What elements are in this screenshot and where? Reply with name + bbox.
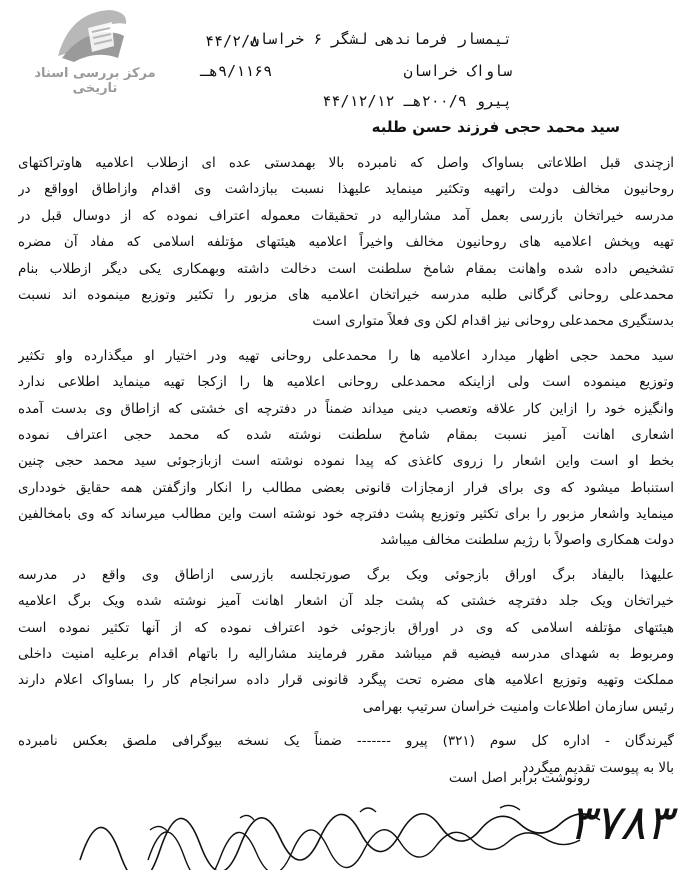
watermark [10,6,180,98]
body-line: مملکت وتهیه وتوزیع اعلامیه های مضره تحت پیگرد قانونی قرار داده سرانجام کار را بساواک اعلام دارند [18,672,674,689]
header-org-line1: تیمسار فرماندهی لشگر ۶ خراسان [250,30,512,48]
handwritten-note [60,800,610,870]
letter-body [18,150,674,781]
header-number: ۹/۱۱۶۹هـ [200,62,273,80]
document-number: ۳۷۸۳ [568,795,672,851]
body-line: بالا به پیوست تقدیم میگردد [522,759,674,776]
body-line: ومربوط به شهدای مدرسه فیضیه قم میباشد مقرر فرمایند مشارالیه را باتهام اقدام برعلیه امنیت داخلی [18,646,674,663]
body-line: محمدعلی روحانی گرگانی طلبه مدرسه خیراتخان اعلامیه های مزبور را تکثیر وتوزیع مینموده اند نسبت [18,286,674,303]
body-line: علیهذا بالیفاد برگ اوراق بازجوئی ویک برگ صورتجلسه بازرسی ازاطاق وی واقع در مدرسه [18,566,674,583]
body-line: سید محمد حجی اظهار میدارد اعلامیه ها را محمدعلی روحانی تهیه ودر اختیار او میگذارده واو تکثیر [18,347,674,364]
body-line: اشعاری اهانت آمیز نسبت بمقام شامخ سلطنت نوشته شده که محمد حجی اعتراف نموده [18,426,674,443]
body-line: وتوزیع مینموده است ولی ازاینکه محمدعلی روحانی اعلامیه ها را ازکجا تهیه مینماید اطلاعی ندارد [18,374,674,391]
watermark-org-name: مرکز بررسی اسناد تاریخی [34,66,156,96]
body-line: تشخیص داده شده واهانت بمقام شامخ سلطنت است دخالت داشته وبهمکاری یکی دیگر ازطلاب بنام [18,260,674,277]
archive-book-icon [52,6,132,68]
header-date: ۴۴/۲/۸ [205,32,260,50]
body-line: مینماید واشعار مزبور را برای تکثیر وتوزیع پشت دفترچه خود نوشته است واین مطالب میرساند که وی بامخالفین [18,506,674,523]
body-line: ازچندی قبل اطلاعاتی بساواک واصل که نامبرده بالا بهمدستی عده ای ازطلاب اعلامیه هاوتراکتهای [18,155,674,171]
body-line: بخط او است واین اشعار را زروی کاغذی که پیدا نموده نوشته است ازبازجوئی سید محمد حجی چنین [18,453,674,470]
signatory-line: رئیس سازمان اطلاعات وامنیت خراسان سرتیپ بهرامی [362,698,674,715]
body-line: وانگیزه خود را ازاین کار علاقه وتعصب دینی میداند ضمناً در دفترچه ای خشتی که ازاطاق وی بدست آمده [18,400,674,417]
body-line: خیراتخان ویک جلد دفترچه خشتی که پشت جلد آن اشعار اهانت آمیز نوشته شده ویک برگ اعلامیه [18,593,674,610]
header-org-line2: ساواک خراسان [403,62,512,80]
subject-line: سید محمد حجی فرزند حسن طلبه [371,118,620,136]
recipients-line: گیرندگان - اداره کل سوم (۳۲۱) پیرو ------- ضمناً یک نسخه بیوگرافی ملصق بعکس نامبرده [18,733,674,750]
body-line: روحانیون مخالف دولت راتهیه وتکثیر مینماید علیهذا نسبت ببازداشت وی اقدام وازاطاق اوواقع در [18,181,674,198]
header-reference: پیرو ۲۰۰/۹هـ ۴۴/۱۲/۱۲ [322,92,512,110]
handwriting-strokes [60,800,610,870]
body-line: بدستگیری محمدعلی روحانی نیز اقدام لکن وی فعلاً متواری است [312,313,674,330]
body-line: تهیه وپخش اعلامیه های روحانیون مخالف واخیراً اعلامیه هیئتهای مؤتلفه اسلامی که مفاد آن مضره [18,234,674,251]
body-line: هیئتهای مؤتلفه اسلامی که وی در اوراق بازجوئی خود اعتراف نموده که از آنها تکثیر نموده است [18,619,674,636]
body-line: دولت همکاری واصولاً با رژیم سلطنت مخالف میباشد [380,532,674,549]
certification-text: رونوشت برابر اصل است [448,770,590,786]
body-line: استنباط میشود که وی برای فرار ازمجازات قانونی بعضی مطالب را انکار وازگفتن همه حقایق خودداری [18,479,674,496]
body-line: مدرسه خیراتخان بازرسی بعمل آمد مشارالیه در تحقیقات معموله اعتراف نموده که از دوسال قبل در [18,207,674,224]
